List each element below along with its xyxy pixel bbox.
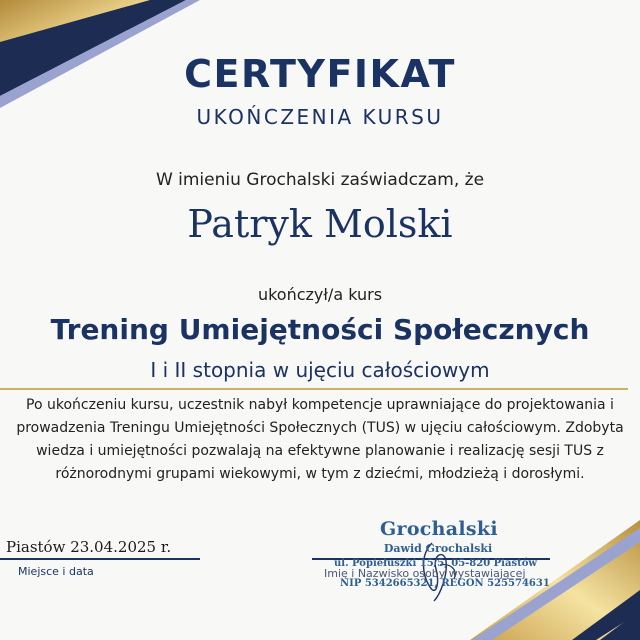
recipient-name: Patryk Molski [187, 202, 453, 246]
course-subtitle: I i II stopnia w ujęciu całościowym [150, 358, 490, 382]
place-date-value: Piastów 23.04.2025 r. [6, 538, 172, 556]
stamp-address: ul. Popiełuszki 15/5, 05-820 Piastów [334, 558, 537, 569]
signature-caption: Imię i Nazwisko osoby wystawiającej [324, 567, 526, 580]
gold-divider [0, 388, 628, 390]
stamp-person: Dawid Grochalski [383, 542, 493, 555]
course-description [0, 394, 640, 486]
intro-text: W imieniu Grochalski zaświadczam, że [155, 170, 485, 190]
description-line: wiedza i umiejętności pozwalają na efektywne planowanie i realizację sesji TUS z [36, 443, 604, 459]
completed-text: ukończył/a kurs [257, 285, 383, 304]
description-line: prowadzenia Treningu Umiejętności Społecznych (TUS) w ujęciu całościowym. Zdobyta [16, 420, 624, 436]
description-line: różnorodnymi grupami wiekowymi, w tym z dziećmi, młodzieżą i dorosłymi. [55, 466, 585, 482]
place-date-line [0, 558, 200, 560]
certificate-subtitle: UKOŃCZENIA KURSU [196, 105, 444, 129]
stamp-company: Grochalski [380, 518, 498, 540]
description-line: Po ukończeniu kursu, uczestnik nabył kompetencje uprawniające do projektowania i [26, 397, 614, 413]
course-title: Trening Umiejętności Społecznych [50, 313, 590, 346]
certificate-title: CERTYFIKAT [184, 52, 456, 96]
stamp-nip: NIP 5342665321, REGON 525574631 [340, 578, 550, 589]
place-date-caption: Miejsce i data [18, 565, 94, 578]
